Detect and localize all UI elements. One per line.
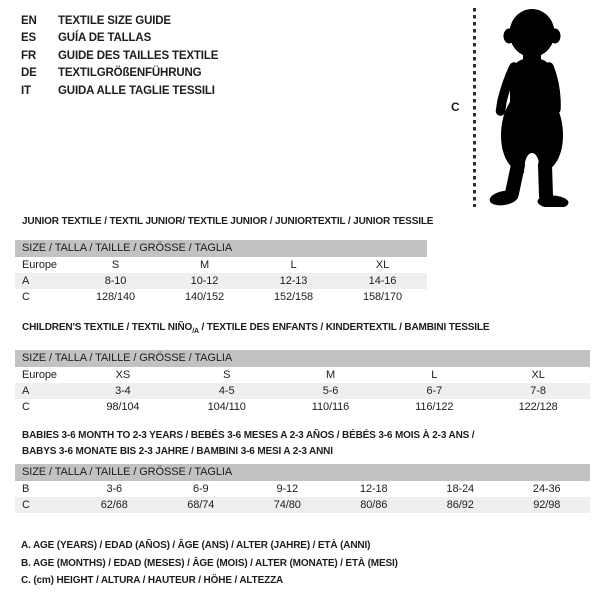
section-heading-line: BABIES 3-6 MONTH TO 2-3 YEARS / BEBÉS 3-6 MESES A 2-3 AÑOS / BÉBÉS 3-6 MOIS À 2-3 ANS / [22,430,475,441]
size-value-cell: 4-5 [218,385,235,397]
language-row [21,30,218,47]
size-table-header-row [15,240,427,257]
row-label: A [22,385,30,397]
size-value-cell: 24-36 [532,483,561,495]
table-row [15,289,427,305]
size-value-cell: 12-18 [359,483,388,495]
size-value-cell: S [111,259,120,271]
size-value-cell: 152/158 [273,291,314,303]
size-value-cell: 92/98 [533,499,561,511]
size-value-cell: 140/152 [184,291,225,303]
table-row [15,481,590,497]
language-title: TEXTILE SIZE GUIDE [58,15,171,27]
language-row [21,48,218,65]
size-table-header: SIZE / TALLA / TAILLE / GRÖSSE / TAGLIA [15,464,590,481]
row-label: C [22,291,30,303]
measurement-legend [21,537,398,590]
row-label: Europe [22,259,57,271]
baby-silhouette-icon [486,7,576,207]
language-title: TEXTILGRÖßENFÜHRUNG [58,67,202,80]
size-value-cell: 158/170 [362,291,403,303]
section-heading-line: JUNIOR TEXTILE / TEXTIL JUNIOR/ TEXTILE JUNIOR / JUNIORTEXTIL / JUNIOR TESSILE [22,216,434,227]
section-babies-textile [15,428,590,513]
table-row [15,367,590,383]
language-code: FR [21,49,37,62]
language-list [21,13,218,100]
size-value-cell: 128/140 [95,291,136,303]
size-value-cell: XS [115,369,131,381]
section-childrens-textile [15,321,590,415]
size-table [15,240,427,305]
size-value-cell: 12-13 [279,275,308,287]
size-value-cell: 8-10 [104,275,127,287]
section-heading-line: BABYS 3-6 MONATE BIS 2-3 JAHRE / BAMBINI 3-6 MESI A 2-3 ANNI [22,445,333,457]
legend-line: B. AGE (MONTHS) / EDAD (MESES) / ÂGE (MOIS) / ALTER (MONATE) / ETÀ (MESI) [21,557,398,569]
language-title: GUIDA ALLE TAGLIE TESSILI [58,84,215,97]
language-title: GUIDE DES TAILLES TEXTILE [58,49,219,62]
language-code: EN [21,15,37,27]
size-value-cell: S [223,369,231,381]
language-code: IT [21,84,31,97]
size-value-cell: M [199,259,210,271]
size-table-header: SIZE / TALLA / TAILLE / GRÖSSE / TAGLIA [15,350,590,367]
size-value-cell: 68/74 [187,499,215,511]
table-row [15,399,590,415]
language-code: ES [21,32,37,45]
size-value-cell: L [290,259,297,271]
size-value-cell: 98/104 [106,401,140,413]
size-value-cell: 62/68 [100,499,128,511]
size-value-cell: 14-16 [368,275,397,287]
table-row [15,257,427,273]
size-value-cell: 74/80 [273,499,301,511]
size-value-cell: 3-4 [115,385,131,397]
language-title: GUÍA DE TALLAS [58,32,152,45]
section-junior-textile [15,215,434,305]
size-table-header-row [15,350,590,367]
size-value-cell: 122/128 [518,401,558,413]
size-table [15,350,590,415]
row-label: A [22,275,30,287]
size-value-cell: 104/110 [207,401,246,413]
legend-line: A. AGE (YEARS) / EDAD (AÑOS) / ÂGE (ANS) / ALTER (JAHRE) / ETÀ (ANNI) [21,540,371,551]
size-value-cell: 3-6 [106,483,123,495]
section-heading [15,428,590,459]
table-row [15,273,427,289]
size-value-cell: 86/92 [446,499,474,511]
row-label: C [22,499,30,511]
size-value-cell: XL [531,369,545,381]
size-value-cell: 6-7 [426,385,443,397]
size-value-cell: 80/86 [360,499,388,511]
row-label: C [22,401,30,413]
language-row [21,83,218,100]
row-label: B [22,483,30,495]
size-value-cell: 10-12 [190,275,219,287]
language-row [21,65,218,82]
size-value-cell: 116/122 [415,401,454,413]
size-value-cell: M [325,369,336,381]
section-heading [15,321,590,339]
size-value-cell: 5-6 [322,385,339,397]
size-value-cell: 110/116 [311,401,350,413]
legend-line: C. (cm) HEIGHT / ALTURA / HAUTEUR / HÖHE / ALTEZZA [21,575,284,586]
table-row [15,497,590,513]
size-value-cell: 9-12 [276,483,299,495]
size-table-header-row [15,464,590,481]
size-value-cell: 18-24 [446,483,475,495]
size-value-cell: XL [375,259,390,271]
table-row [15,383,590,399]
height-measure-label: C [451,100,460,114]
language-code: DE [21,67,37,80]
height-measure-dotted-line [473,8,476,207]
section-heading-line: CHILDREN'S TEXTILE / TEXTIL $NIÑO_{/A}$ / TEXTILE DES ENFANTS / KINDERTEXTIL / BAMBINI TESSILE [22,322,490,335]
row-label: Europe [22,369,57,381]
size-table [15,464,590,513]
size-value-cell: 7-8 [530,385,546,397]
size-table-header: SIZE / TALLA / TAILLE / GRÖSSE / TAGLIA [15,240,427,257]
language-row [21,13,218,30]
size-value-cell: 6-9 [192,483,209,495]
size-value-cell: L [431,369,438,381]
section-heading [15,215,434,229]
